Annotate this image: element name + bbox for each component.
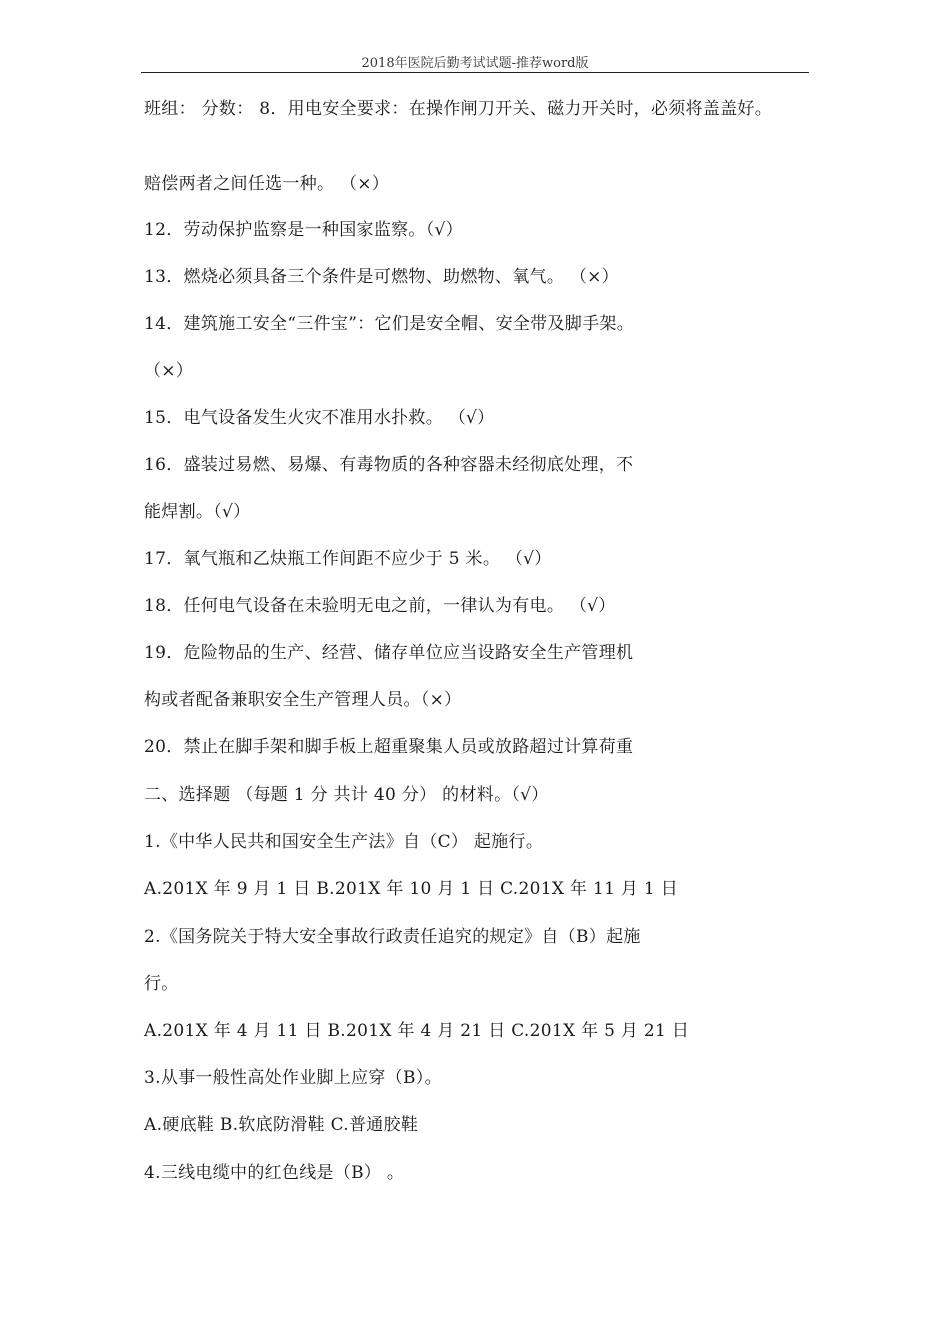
text-line: 18．任何电气设备在未验明无电之前，一律认为有电。 （√） [144, 596, 616, 616]
text-line: 4.三线电缆中的红色线是（B） 。 [144, 1163, 405, 1183]
text-line: （×） [144, 361, 194, 381]
text-line: 13．燃烧必须具备三个条件是可燃物、助燃物、氧气。 （×） [144, 267, 619, 287]
text-line: A.硬底鞋 B.软底防滑鞋 C.普通胶鞋 [144, 1115, 419, 1135]
text-line: 15．电气设备发生火灾不准用水扑救。 （√） [144, 408, 495, 428]
header-divider [141, 72, 809, 73]
text-line: 16．盛装过易燃、易爆、有毒物质的各种容器未经彻底处理，不 [144, 455, 634, 475]
text-line: A.201X 年 9 月 1 日 B.201X 年 10 月 1 日 C.201X 年 11 月 1 日 [144, 879, 679, 899]
text-line: A.201X 年 4 月 11 日 B.201X 年 4 月 21 日 C.201X 年 5 月 21 日 [144, 1021, 690, 1041]
text-line: 赔偿两者之间任选一种。 （×） [144, 174, 390, 194]
text-line: 二、选择题 （每题 1 分 共计 40 分） 的材料。（√） [144, 785, 549, 805]
text-line: 12．劳动保护监察是一种国家监察。（√） [144, 220, 463, 240]
page-header: 2018年医院后勤考试试题-推荐word版 [361, 56, 589, 71]
text-line: 班组： 分数： 8．用电安全要求：在操作闸刀开关、磁力开关时，必须将盖盖好。 [144, 99, 773, 119]
text-line: 能焊割。（√） [144, 502, 251, 522]
text-line: 构或者配备兼职安全生产管理人员。（×） [144, 690, 462, 710]
text-line: 1.《中华人民共和国安全生产法》自（C） 起施行。 [144, 832, 544, 852]
text-line: 14．建筑施工安全“三件宝”：它们是安全帽、安全带及脚手架。 [144, 314, 635, 334]
text-line: 3.从事一般性高处作业脚上应穿（B）。 [144, 1068, 442, 1088]
text-line: 2.《国务院关于特大安全事故行政责任追究的规定》自（B）起施 [144, 927, 641, 947]
text-line: 20．禁止在脚手架和脚手板上超重聚集人员或放路超过计算荷重 [144, 737, 634, 757]
text-line: 行。 [144, 974, 179, 994]
text-line: 19．危险物品的生产、经营、储存单位应当设路安全生产管理机 [144, 643, 634, 663]
text-line: 17．氧气瓶和乙炔瓶工作间距不应少于 5 米。 （√） [144, 549, 552, 569]
